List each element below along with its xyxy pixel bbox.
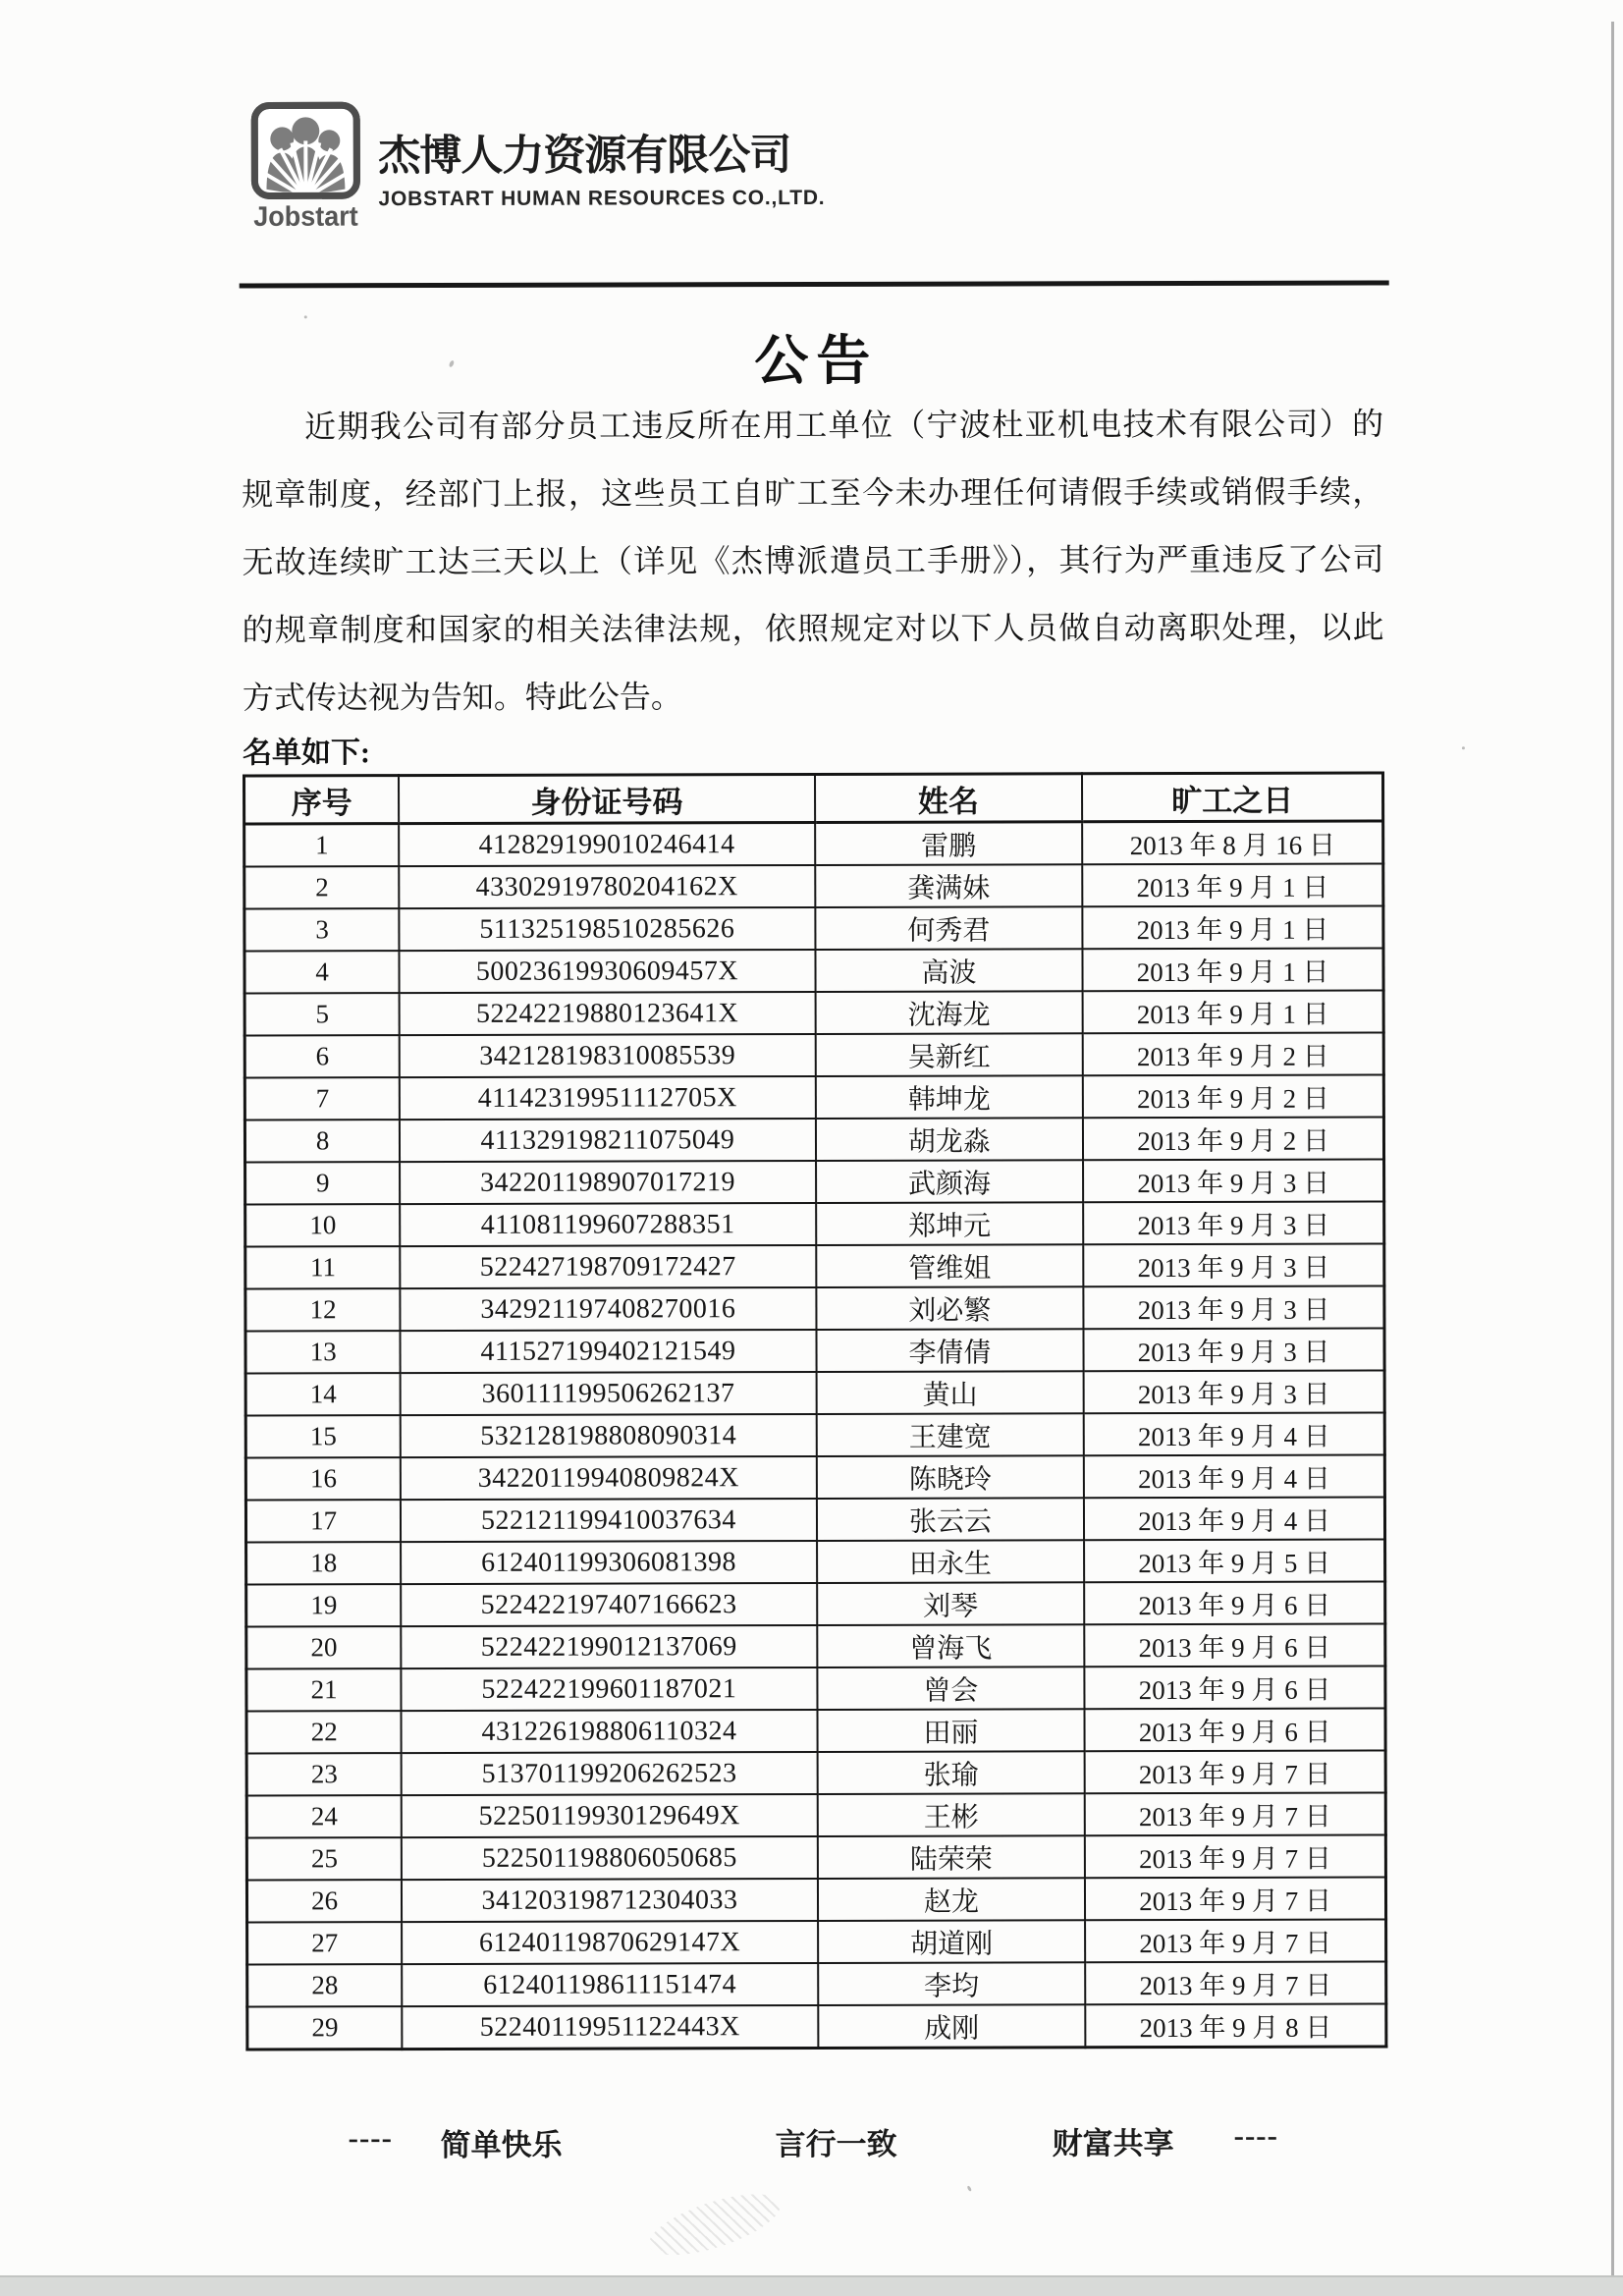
cell-name: 赵龙 [818,1878,1086,1921]
cell-id-number: 522121199410037634 [401,1499,817,1542]
cell-name: 田丽 [817,1709,1085,1752]
header-name: 姓名 [815,774,1083,823]
cell-index: 4 [244,951,400,993]
cell-id-number: 612401198611151474 [402,1963,818,2006]
scan-speck [1462,746,1465,749]
cell-name: 曾海飞 [817,1624,1085,1667]
cell-name: 陈晓玲 [816,1455,1084,1499]
cell-index: 16 [245,1457,401,1500]
table-row [244,1074,1383,1120]
table-row [247,1919,1386,1964]
cell-index: 24 [246,1795,402,1837]
footer-slogan: 财富共享 [1052,2126,1174,2161]
cell-name: 高波 [815,949,1083,992]
table-row [245,1285,1384,1331]
cell-id-number: 522422197407166623 [401,1583,817,1626]
cell-absence-date: 2013 年 9 月 1 日 [1083,990,1383,1033]
header-absence-date: 旷工之日 [1082,773,1382,822]
table-row [247,1961,1386,2006]
cell-index: 7 [244,1077,400,1120]
cell-absence-date: 2013 年 9 月 2 日 [1083,1032,1383,1075]
cell-index: 14 [245,1373,401,1415]
cell-index: 21 [246,1668,402,1711]
table-row [246,1581,1385,1626]
cell-id-number: 52242219880123641X [400,992,816,1035]
table-row [244,863,1383,908]
cell-index: 25 [246,1837,402,1880]
footer-slogan: 简单快乐 [440,2127,563,2162]
cell-id-number: 341203198712304033 [402,1879,818,1922]
table-row [244,990,1383,1035]
cell-name: 李倩倩 [816,1329,1084,1372]
cell-index: 22 [246,1711,402,1753]
cell-id-number: 431226198806110324 [402,1710,818,1753]
cell-absence-date: 2013 年 9 月 3 日 [1084,1370,1384,1413]
cell-name: 张瑜 [817,1751,1085,1794]
cell-name: 武颜海 [816,1160,1084,1203]
cell-id-number: 43302919780204162X [399,865,815,908]
cell-name: 刘必繁 [816,1286,1084,1330]
cell-absence-date: 2013 年 9 月 2 日 [1083,1074,1383,1118]
cell-name: 雷鹏 [815,822,1083,865]
scan-edge-bottom-shadow [0,2275,1623,2296]
cell-index: 23 [246,1753,402,1795]
table-row [246,1623,1385,1668]
cell-name: 郑坤元 [816,1202,1084,1245]
cell-index: 13 [245,1331,401,1373]
cell-absence-date: 2013 年 9 月 3 日 [1083,1159,1383,1202]
table-row [245,1497,1384,1542]
table-row [246,1792,1385,1837]
cell-name: 胡龙淼 [816,1118,1084,1161]
cell-index: 10 [245,1204,401,1246]
cell-name: 成刚 [818,2004,1086,2048]
cell-index: 19 [246,1584,402,1626]
cell-absence-date: 2013 年 9 月 3 日 [1084,1285,1384,1329]
scan-speck [304,315,307,318]
cell-absence-date: 2013 年 9 月 7 日 [1085,1792,1385,1835]
cell-absence-date: 2013 年 9 月 1 日 [1083,905,1383,949]
cell-id-number: 532128198808090314 [401,1414,817,1457]
cell-name: 曾会 [817,1667,1085,1710]
cell-absence-date: 2013 年 9 月 3 日 [1083,1243,1383,1286]
table-row [245,1412,1384,1457]
cell-absence-date: 2013 年 9 月 5 日 [1084,1539,1384,1582]
scan-edge-right-line [1611,22,1614,2296]
cell-id-number: 342128198310085539 [400,1034,816,1077]
footer-slogans [3,2117,1623,2166]
page-title: 公告 [754,330,879,392]
cell-id-number: 61240119870629147X [402,1921,818,1964]
cell-id-number: 513701199206262523 [402,1752,818,1795]
cell-absence-date: 2013 年 9 月 3 日 [1083,1201,1383,1244]
table-row [244,905,1383,951]
cell-name: 龚满妹 [815,864,1083,907]
cell-id-number: 41142319951112705X [400,1076,816,1120]
cell-name: 韩坤龙 [815,1075,1083,1119]
cell-absence-date: 2013 年 9 月 7 日 [1085,1961,1385,2004]
cell-index: 17 [245,1500,401,1542]
cell-absence-date: 2013 年 9 月 3 日 [1084,1328,1384,1371]
cell-absence-date: 2013 年 9 月 7 日 [1085,1834,1385,1878]
cell-absence-date: 2013 年 9 月 4 日 [1084,1412,1384,1455]
cell-absence-date: 2013 年 9 月 6 日 [1085,1623,1385,1667]
table-row [246,1834,1385,1880]
absence-roster-table [243,771,1387,2050]
paragraph-line: 规章制度，经部门上报，这些员工自旷工至今未办理任何请假手续或销假手续， [242,473,1384,513]
cell-id-number: 522422199601187021 [402,1667,818,1711]
cell-id-number: 522422199012137069 [402,1625,818,1668]
table-row [246,1539,1385,1584]
cell-index: 9 [245,1162,401,1204]
table-row [246,1666,1385,1711]
table-row [244,1032,1383,1077]
cell-name: 沈海龙 [815,991,1083,1034]
cell-absence-date: 2013 年 8 月 16 日 [1082,821,1382,864]
table-row [246,1750,1385,1795]
cell-id-number: 52250119930129649X [402,1794,818,1837]
cell-index: 5 [244,993,400,1035]
header-id-number: 身份证号码 [399,774,815,823]
footer-dashes-left: ---- [348,2120,393,2156]
header-index: 序号 [244,776,400,824]
footer-dashes-right: ---- [1233,2117,1278,2153]
table-row [246,1877,1385,1922]
cell-name: 陆荣荣 [817,1835,1085,1879]
cell-index: 2 [244,866,400,908]
cell-absence-date: 2013 年 9 月 2 日 [1083,1117,1383,1160]
cell-id-number: 411527199402121549 [401,1330,817,1373]
cell-index: 8 [244,1120,400,1162]
table-row [244,948,1383,993]
cell-id-number: 411081199607288351 [400,1203,816,1246]
cell-name: 刘琴 [817,1582,1085,1625]
cell-id-number: 34220119940809824X [401,1456,817,1500]
paragraph-line: 的规章制度和国家的相关法律法规，依照规定对以下人员做自动离职处理，以此 [242,609,1384,648]
cell-index: 20 [246,1626,402,1668]
cell-index: 28 [247,1964,403,2006]
table-row [244,1117,1383,1162]
table-row [247,2003,1386,2050]
cell-index: 27 [247,1922,403,1964]
scan-speck [966,2185,972,2192]
table-row [245,1454,1384,1500]
table-row [245,1328,1384,1373]
jobstart-logo-icon [250,101,360,199]
cell-index: 6 [244,1035,400,1077]
cell-id-number: 342201198907017219 [400,1161,816,1204]
cell-absence-date: 2013 年 9 月 4 日 [1084,1454,1384,1498]
cell-absence-date: 2013 年 9 月 6 日 [1085,1708,1385,1751]
paragraph-line: 无故连续旷工达三天以上（详见《杰博派遣员工手册》），其行为严重违反了公司 [242,541,1384,580]
cell-id-number: 522501198806050685 [402,1836,818,1880]
table-header-row [244,773,1383,824]
cell-name: 何秀君 [815,906,1083,950]
cell-index: 18 [246,1542,402,1584]
paragraph-line: 近期我公司有部分员工违反所在用工单位（宁波杜亚机电技术有限公司）的 [304,406,1384,445]
cell-index: 1 [244,824,400,867]
cell-id-number: 360111199506262137 [401,1372,817,1415]
paragraph-line: 方式传达视为告知。特此公告。 [242,679,682,716]
cell-id-number: 511325198510285626 [400,907,816,951]
cell-absence-date: 2013 年 9 月 6 日 [1084,1581,1384,1624]
cell-name: 黄山 [816,1371,1084,1414]
cell-id-number: 52240119951122443X [403,2005,819,2050]
table-row [245,1159,1384,1204]
company-logo [246,101,364,232]
table-row [245,1370,1384,1415]
cell-id-number: 50023619930609457X [400,950,816,993]
company-name-block [378,122,825,211]
announcement-paragraph [242,390,1384,732]
cell-index: 15 [245,1415,401,1457]
pencil-smudge-artifact [642,2182,786,2268]
cell-index: 29 [247,2006,403,2050]
company-name-en: JOBSTART HUMAN RESOURCES CO.,LTD. [378,186,826,211]
cell-name: 王彬 [817,1793,1085,1836]
cell-absence-date: 2013 年 9 月 7 日 [1085,1750,1385,1793]
cell-id-number: 342921197408270016 [401,1287,817,1331]
cell-absence-date: 2013 年 9 月 6 日 [1085,1666,1385,1709]
company-name-cn: 杰博人力资源有限公司 [378,132,791,181]
cell-id-number: 411329198211075049 [400,1119,816,1162]
cell-absence-date: 2013 年 9 月 7 日 [1085,1919,1385,1962]
header-divider-line [240,280,1389,288]
cell-name: 管维姐 [816,1244,1084,1287]
cell-absence-date: 2013 年 9 月 7 日 [1085,1877,1385,1920]
cell-index: 12 [245,1288,401,1331]
cell-name: 张云云 [817,1498,1085,1541]
cell-absence-date: 2013 年 9 月 1 日 [1083,948,1383,991]
logo-wordmark: Jobstart [253,200,358,233]
footer-slogan: 言行一致 [775,2126,897,2162]
cell-index: 3 [244,908,400,951]
cell-absence-date: 2013 年 9 月 4 日 [1084,1497,1384,1540]
table-row [246,1708,1385,1753]
cell-name: 胡道刚 [818,1920,1086,1963]
cell-id-number: 612401199306081398 [401,1541,817,1584]
cell-absence-date: 2013 年 9 月 8 日 [1086,2003,1386,2047]
cell-name: 王建宽 [816,1413,1084,1456]
cell-index: 11 [245,1246,401,1288]
cell-name: 田永生 [817,1540,1085,1583]
cell-absence-date: 2013 年 9 月 1 日 [1082,863,1382,906]
cell-name: 李均 [818,1962,1086,2005]
table-row [245,1201,1384,1246]
table-row [245,1243,1384,1288]
cell-name: 吴新红 [815,1033,1083,1076]
list-label: 名单如下: [242,737,370,770]
cell-id-number: 522427198709172427 [401,1245,817,1288]
cell-index: 26 [246,1880,402,1922]
cell-id-number: 412829199010246414 [399,822,815,866]
table-row [244,821,1383,867]
